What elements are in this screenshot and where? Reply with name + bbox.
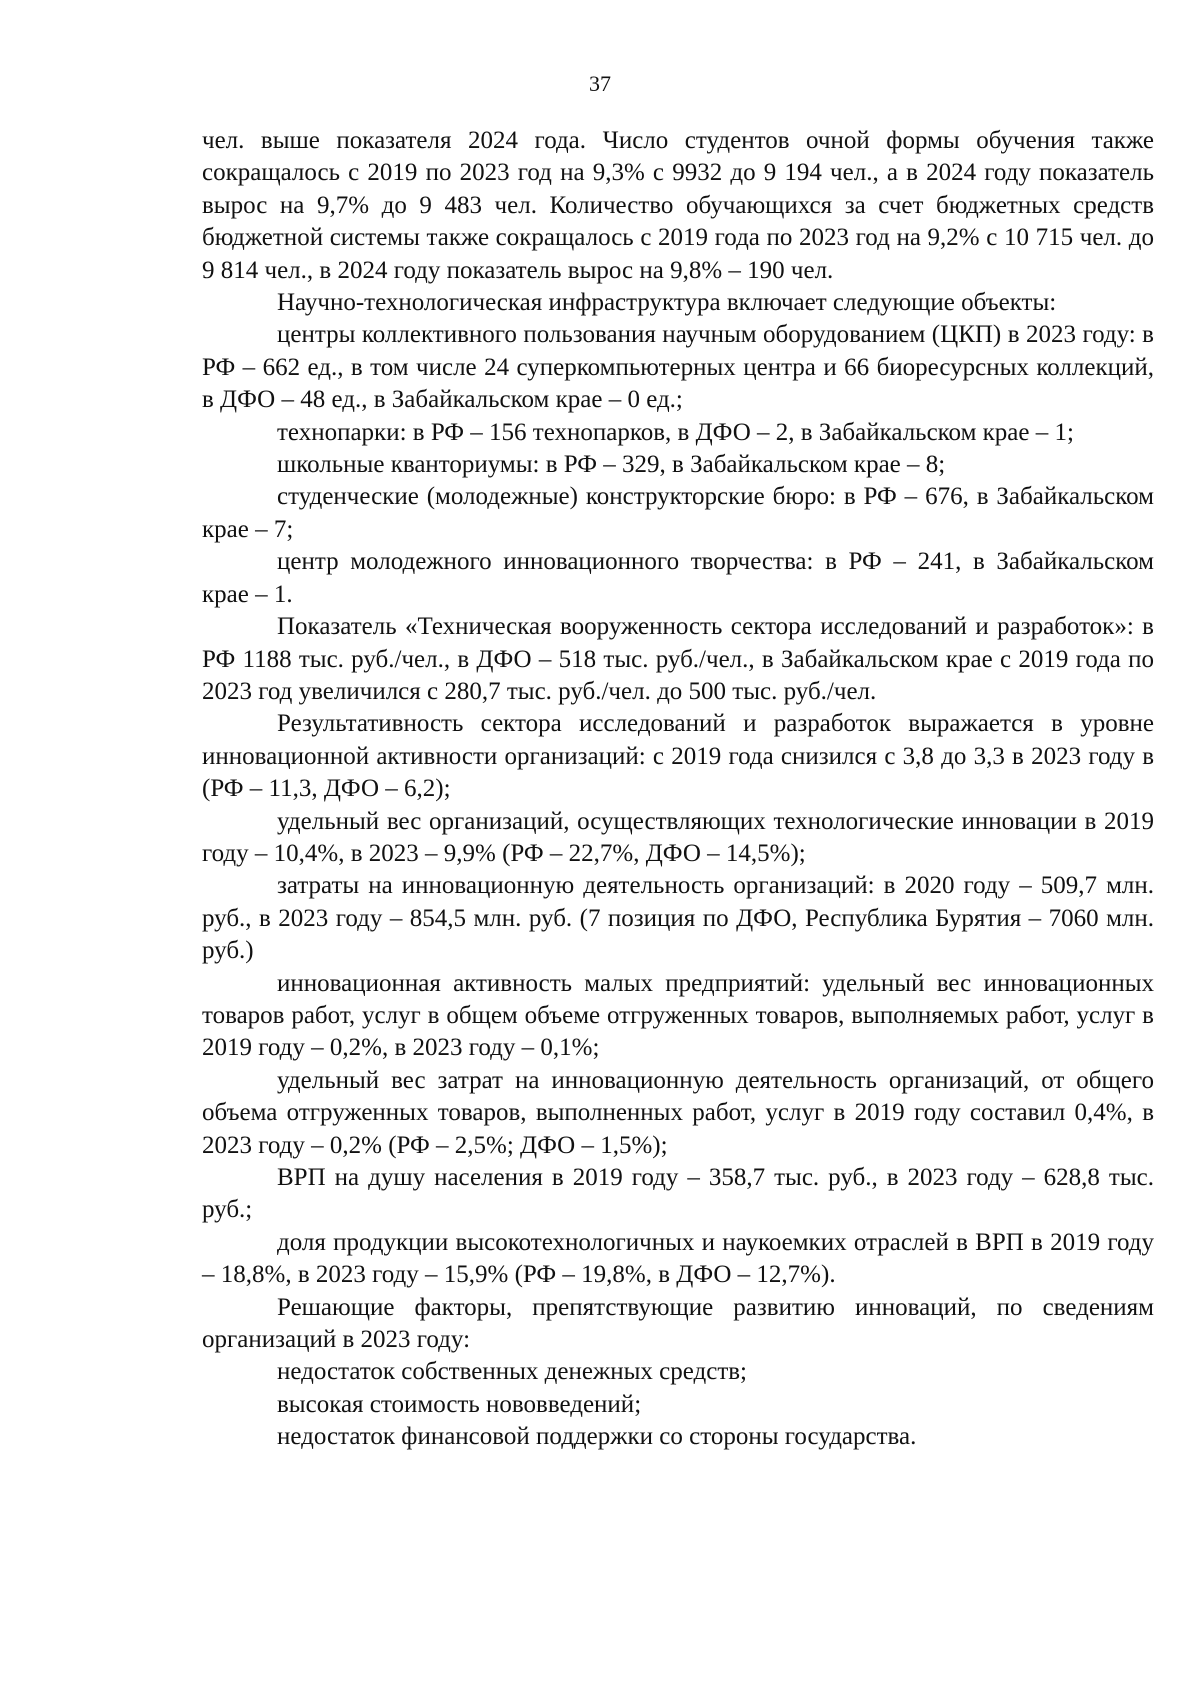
list-item-high-innovation-cost: высокая стоимость нововведений;	[277, 1390, 642, 1418]
paragraph-technoparks: технопарки: в РФ – 156 технопарков, в ДФО – 2, в Забайкальском крае – 1;	[277, 418, 1074, 446]
paragraph-technological-innovations-share: удельный вес организаций, осуществляющих технологические инновации в 2019 году – 10,4%, в 2023 – 9,9% (РФ – 22,7%, ДФО – 14,5%);	[202, 807, 1154, 867]
page-number: 37	[589, 71, 611, 96]
paragraph-youth-innovation-center: центр молодежного инновационного творчества: в РФ – 241, в Забайкальском крае – 1.	[202, 548, 1154, 608]
paragraph-small-business-innovation: инновационная активность малых предприятий: удельный вес инновационных товаров работ, услуг в общем объеме отгруженных товаров, выполняемых работ, услуг в 2019 году – 0,2%, в 2023 году – 0,1%;	[202, 969, 1154, 1062]
paragraph-design-bureaus: студенческие (молодежные) конструкторские бюро: в РФ – 676, в Забайкальском крае – 7;	[202, 483, 1154, 543]
paragraph-infrastructure-intro: Научно-технологическая инфраструктура включает следующие объекты:	[277, 289, 1057, 317]
paragraph-barriers-intro: Решающие факторы, препятствующие развитию инноваций, по сведениям организаций в 2023 году:	[202, 1293, 1154, 1354]
paragraph-shared-use-centers: центры коллективного пользования научным оборудованием (ЦКП) в 2023 году: в РФ – 662 ед., в том числе 24 суперкомпьютерных центра и 66 биоресурсных коллекций, в ДФО – 48 ед., в Забайкальском крае – 0 ед.;	[202, 321, 1154, 414]
paragraph-grp-per-capita: ВРП на душу населения в 2019 году – 358,7 тыс. руб., в 2023 году – 628,8 тыс. руб.;	[202, 1164, 1154, 1224]
paragraph-student-statistics: чел. выше показателя 2024 года. Число студентов очной формы обучения также сокращалось с 2019 по 2023 год на 9,3% с 9932 до 9 194 чел., а в 2024 году показатель вырос на 9,7% до 9 483 чел. Количество обучающихся за счет бюджетных средств бюджетной системы также сокращалось с 2019 года по 2023 год на 9,2% с 10 715 чел. до 9 814 чел., в 2024 году показатель вырос на 9,8% – 190 чел.	[202, 127, 1154, 284]
paragraph-innovation-costs: затраты на инновационную деятельность организаций: в 2020 году – 509,7 млн. руб., в 2023 году – 854,5 млн. руб. (7 позиция по ДФО, Республика Бурятия – 7060 млн. руб.)	[202, 872, 1154, 965]
paragraph-school-quantoriums: школьные кванториумы: в РФ – 329, в Забайкальском крае – 8;	[277, 451, 946, 479]
paragraph-innovation-activity: Результативность сектора исследований и разработок выражается в уровне инновационной активности организаций: с 2019 года снизился с 3,8 до 3,3 в 2023 году в (РФ – 11,3, ДФО – 6,2);	[202, 710, 1154, 803]
paragraph-technical-equipment: Показатель «Техническая вооруженность сектора исследований и разработок»: в РФ 1188 тыс. руб./чел., в ДФО – 518 тыс. руб./чел., в Забайкальском крае с 2019 года по 2023 год увеличился с 280,7 тыс. руб./чел. до 500 тыс. руб./чел.	[202, 613, 1154, 705]
document-body	[202, 125, 1154, 1454]
list-item-lack-of-state-support: недостаток финансовой поддержки со стороны государства.	[277, 1423, 917, 1451]
paragraph-innovation-costs-share: удельный вес затрат на инновационную деятельность организаций, от общего объема отгруженных товаров, выполненных работ, услуг в 2019 году составил 0,4%, в 2023 году – 0,2% (РФ – 2,5%; ДФО – 1,5%);	[202, 1066, 1154, 1159]
list-item-lack-of-own-funds: недостаток собственных денежных средств;	[277, 1358, 747, 1386]
paragraph-high-tech-share: доля продукции высокотехнологичных и наукоемких отраслей в ВРП в 2019 году – 18,8%, в 2023 году – 15,9% (РФ – 19,8%, в ДФО – 12,7%).	[202, 1228, 1154, 1289]
